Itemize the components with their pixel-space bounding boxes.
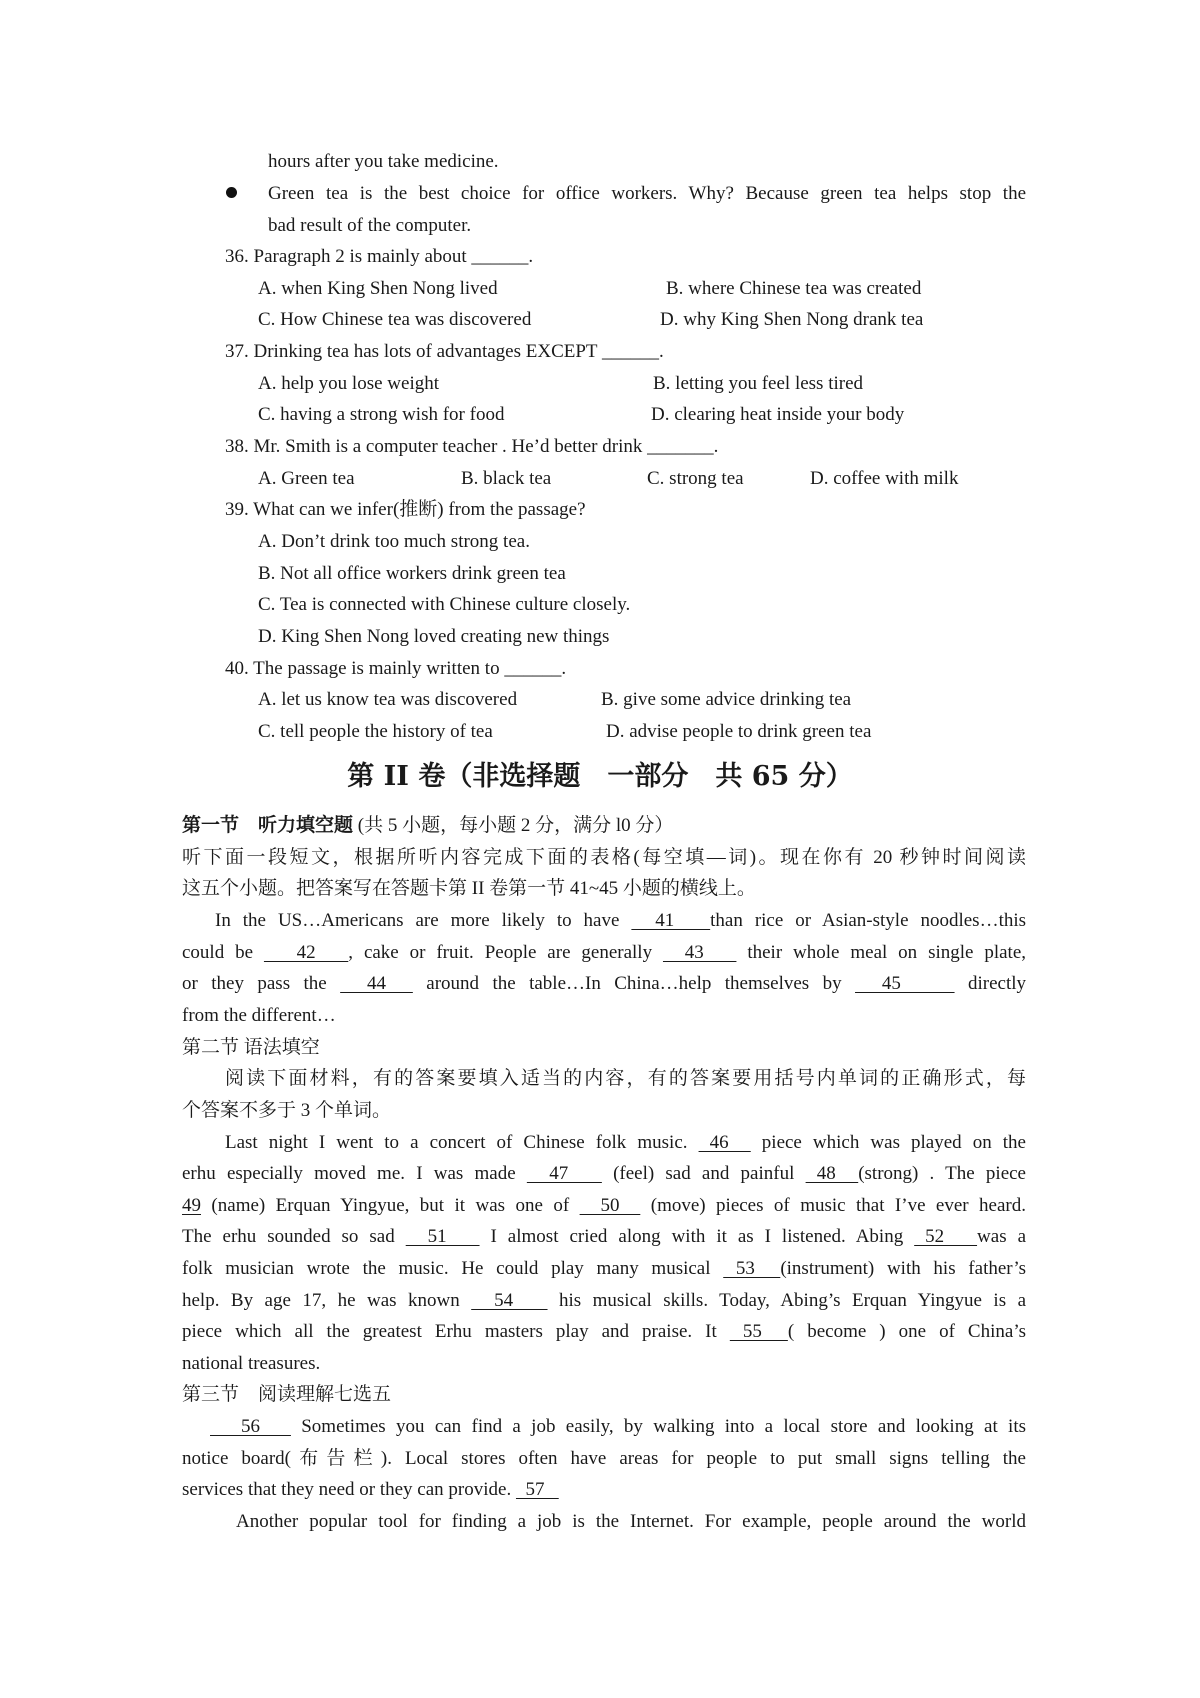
paragraph-line — [182, 1224, 1026, 1250]
paragraph-line — [182, 940, 1026, 966]
section1-note: (共 5 小题，每小题 2 分，满分 l0 分） — [357, 815, 674, 836]
section2-instruction: 个答案不多于 3 个单词。 — [182, 1100, 392, 1121]
text-run: In the US…Americans are more likely to have — [215, 910, 632, 931]
question-option: B. letting you feel less tired — [653, 373, 864, 394]
question-option: C. having a strong wish for food — [258, 404, 505, 425]
text-run: services that they need or they can provide. — [182, 1479, 516, 1500]
text-run: erhu especially moved me. I was made — [182, 1163, 527, 1184]
blank-51[interactable]: 51 — [405, 1226, 480, 1247]
text-run: their whole meal on single plate, — [736, 942, 1027, 963]
text-run: directly — [954, 973, 1027, 994]
question-stem: 38. Mr. Smith is a computer teacher . He’d better drink _______. — [225, 436, 719, 457]
question-stem: 40. The passage is mainly written to ______. — [225, 658, 567, 679]
text-run: ( become ) one of China’s — [787, 1321, 1026, 1342]
text-run: than rice or Asian-style noodles…this — [710, 910, 1027, 931]
text-run: piece which all the greatest Erhu masters play and praise. It — [182, 1321, 730, 1342]
text-run: Last night I went to a concert of Chinese folk music. — [225, 1132, 699, 1153]
blank-44[interactable]: 44 — [340, 973, 413, 994]
section2-heading: 第二节 语法填空 — [182, 1037, 320, 1058]
blank-53[interactable]: 53 — [723, 1258, 781, 1279]
question-stem: 37. Drinking tea has lots of advantages EXCEPT ______. — [225, 341, 664, 362]
text-run: could be — [182, 942, 264, 963]
text-run: I almost cried along with it as I listened. Abing — [479, 1226, 915, 1247]
text-run: (instrument) with his father’s — [780, 1258, 1026, 1279]
paragraph-line: national treasures. — [182, 1353, 321, 1374]
text-run: piece which was played on the — [750, 1132, 1026, 1153]
paragraph-line — [182, 1193, 1026, 1219]
passage-bullet-line: Green tea is the best choice for office workers. Why? Because green tea helps stop the — [268, 183, 1026, 204]
blank-54[interactable]: 54 — [471, 1290, 548, 1311]
question-option: D. advise people to drink green tea — [606, 721, 872, 742]
paragraph-line — [182, 1319, 1026, 1345]
question-option: A. let us know tea was discovered — [258, 689, 518, 710]
question-option: B. give some advice drinking tea — [601, 689, 852, 710]
blank-41[interactable]: 41 — [631, 910, 711, 931]
question-option: D. clearing heat inside your body — [651, 404, 905, 425]
paragraph-line — [210, 1414, 1026, 1440]
question-option: A. help you lose weight — [258, 373, 440, 394]
text-run: his musical skills. Today, Abing’s Erquan Yingyue is a — [547, 1290, 1027, 1311]
section2-instruction: 阅读下面材料，有的答案要填入适当的内容，有的答案要用括号内单词的正确形式，每 — [225, 1068, 1026, 1089]
section1-heading — [182, 813, 673, 839]
text-run: (feel) sad and painful — [601, 1163, 806, 1184]
passage-line: hours after you take medicine. — [268, 151, 499, 172]
text-run: was a — [977, 1226, 1026, 1247]
paragraph-line — [182, 1477, 559, 1503]
section3-heading: 第三节 阅读理解七选五 — [182, 1384, 392, 1405]
passage-bullet-line: bad result of the computer. — [268, 215, 472, 236]
text-run: (move) pieces of music that I’ve ever heard. — [640, 1195, 1027, 1216]
text-run: The erhu sounded so sad — [182, 1226, 406, 1247]
question-option: B. black tea — [461, 468, 552, 489]
question-option: B. where Chinese tea was created — [666, 278, 922, 299]
question-option: A. Don’t drink too much strong tea. — [258, 531, 530, 552]
paragraph-line — [215, 908, 1026, 934]
blank-46[interactable]: 46 — [698, 1132, 751, 1153]
text-run: (name) Erquan Yingyue, but it was one of — [201, 1195, 580, 1216]
question-stem: 39. What can we infer(推断) from the passage? — [225, 499, 586, 520]
blank-55[interactable]: 55 — [729, 1321, 788, 1342]
section1-instruction: 这五个小题。把答案写在答题卡第 II 卷第一节 41~45 小题的横线上。 — [182, 878, 756, 899]
section1-instruction: 听下面一段短文，根据所听内容完成下面的表格(每空填—词)。现在你有 20 秒钟时间阅读 — [182, 847, 1026, 868]
blank-45[interactable]: 45 — [855, 973, 955, 994]
paragraph-line — [182, 1288, 1026, 1314]
blank-57[interactable]: 57 — [515, 1479, 559, 1500]
question-option: C. How Chinese tea was discovered — [258, 309, 532, 330]
text-run: (strong) . The piece — [858, 1163, 1026, 1184]
section1-title: 第一节 听力填空题 — [182, 815, 354, 836]
paragraph-line — [182, 971, 1026, 997]
paragraph-line: from the different… — [182, 1005, 336, 1026]
blank-42[interactable]: 42 — [263, 942, 349, 963]
blank-49[interactable]: 49 — [182, 1195, 201, 1216]
bullet-dot-icon — [226, 187, 237, 198]
question-option: A. when King Shen Nong lived — [258, 278, 498, 299]
question-option: D. why King Shen Nong drank tea — [660, 309, 924, 330]
text-run: around the table…In China…help themselves by — [412, 973, 856, 994]
text-run: Sometimes you can find a job easily, by walking into a local store and looking at its — [290, 1416, 1027, 1437]
part2-title: 第 II 卷（非选择题 一部分 共 65 分） — [347, 761, 853, 792]
text-run: or they pass the — [182, 973, 341, 994]
blank-47[interactable]: 47 — [526, 1163, 602, 1184]
paragraph-line: notice board(布告栏). Local stores often have areas for people to put small signs telling the — [182, 1448, 1026, 1469]
blank-52[interactable]: 52 — [914, 1226, 978, 1247]
blank-56[interactable]: 56 — [210, 1416, 291, 1437]
question-option: A. Green tea — [258, 468, 355, 489]
blank-48[interactable]: 48 — [805, 1163, 859, 1184]
question-option: D. King Shen Nong loved creating new things — [258, 626, 610, 647]
question-stem: 36. Paragraph 2 is mainly about ______. — [225, 246, 534, 267]
text-run: folk musician wrote the music. He could play many musical — [182, 1258, 724, 1279]
blank-50[interactable]: 50 — [579, 1195, 641, 1216]
text-run: , cake or fruit. People are generally — [348, 942, 663, 963]
text-run: help. By age 17, he was known — [182, 1290, 472, 1311]
question-option: C. tell people the history of tea — [258, 721, 493, 742]
paragraph-line — [225, 1130, 1026, 1156]
question-option: C. strong tea — [647, 468, 744, 489]
question-option: B. Not all office workers drink green tea — [258, 563, 566, 584]
question-option: D. coffee with milk — [810, 468, 959, 489]
paragraph-line — [182, 1256, 1026, 1282]
paragraph-line — [182, 1161, 1026, 1187]
question-option: C. Tea is connected with Chinese culture closely. — [258, 594, 631, 615]
paragraph-line: Another popular tool for finding a job is the Internet. For example, people around the world — [236, 1511, 1026, 1532]
blank-43[interactable]: 43 — [662, 942, 737, 963]
